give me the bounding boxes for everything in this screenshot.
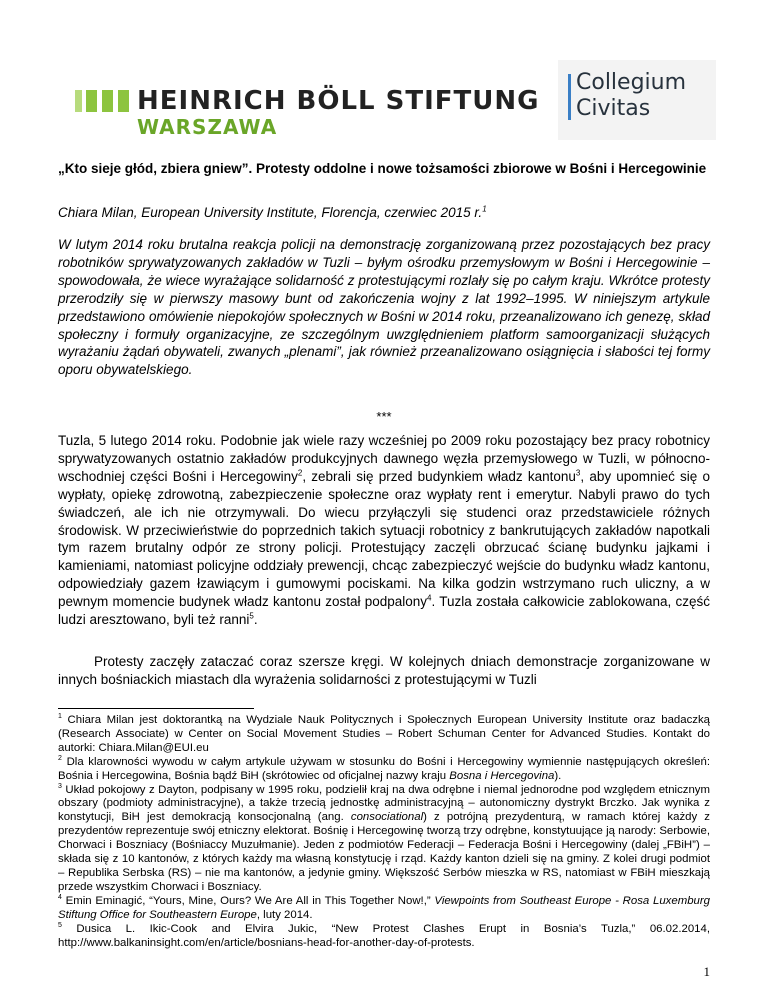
footnote-3-text-a: Układ pokojowy z Dayton, podpisany w 1995 roku, podzielił kraj na dwa odrębne i niemal jednorodne pod względem etnicznym obszary (podmioty administracyjne), a także trzecią jednostkę administracyjną – autonomiczny dystrykt Brczko. Jak wynika z konstytucji, BiH jest demokracją konsocjonalną (ang. [58,783,710,824]
paragraph-1 [58,432,710,629]
footnote-5-text: Dusica L. Ikic-Cook and Elvira Jukic, “New Protest Clashes Erupt in Bosnia’s Tuzla,” 06.02.2014, http://www.balkaninsight.com/en/article/bosnians-head-for-another-day-of-protests. [58,922,710,949]
footnote-5 [58,923,710,951]
footnote-4 [58,895,710,923]
footnote-ref-5: 5 [249,611,254,621]
collegium-line2: Civitas [576,96,651,121]
footnote-divider [58,708,254,709]
footnote-2 [58,756,710,784]
footnote-2-text-b: ). [554,769,562,782]
footnote-5-num: 5 [58,921,62,929]
para1-text-a: Tuzla, 5 lutego 2014 roku. Podobnie jak wiele razy wcześniej po 2009 roku pozostający bez pracy robotnicy sprywatyzowanych ostatnio zakładów produkcyjnych dawnego węzła przemysłowego w Tuzli, w północno-wschodniej części Bośni i Hercegowiny [58,433,710,484]
boell-bars-icon [75,90,129,112]
para1-text-c: , aby upomnieć się o wypłaty, opiekę zdrowotną, zabezpieczenie społeczne oraz wypłaty rent i emerytur. Nabyli prawo do tych świadczeń, ale ich nie otrzymywali. Do wiecu przyłączyli się studenci oraz przedstawiciele różnych środowisk. W przeciwieństwie do poprzednich takich sytuacji robotnicy z bankrutujących zakładów napotkali tym razem brutalny odpór ze strony policji. Protestujący zaczęli obrzucać ścianę budynku jajkami i kamieniami, natomiast policyjne oddziały prewencji, chcąc zabezpieczyć wejście do budynku władz kantonu, odpowiedziały gazem łzawiącym i gumowymi pociskami. Na kilka godzin wstrzymano ruch uliczny, a w pewnym momencie budynek władz kantonu został podpalony [58,468,710,610]
collegium-bar-icon [568,74,571,120]
document-title: „Kto sieje głód, zbiera gniew”. Protesty oddolne i nowe tożsamości zbiorowe w Bośni i Hercegowinie [58,161,707,176]
footnote-4-text-a: Emin Eminagić, “Yours, Mine, Ours? We Are All in This Together Now!,” [61,894,435,907]
collegium-line1: Collegium [576,70,687,95]
footnote-4-num: 4 [58,893,62,901]
para1-text-d: . Tuzla została całkowicie zablokowana, część ludzi aresztowano, byli też ranni [58,594,710,628]
footnote-1-num: 1 [58,713,62,721]
abstract: W lutym 2014 roku brutalna reakcja policji na demonstrację zorganizowaną przez pozostających bez pracy robotników sprywatyzowanych zakładów w Tuzli – byłym ośrodku przemysłowym w Bośni i Hercegowinie – spowodowała, że wiece wyrażające solidarność z protestującymi rozlały się po całym kraju. Wkrótce protesty przerodziły się w pierwszy masowy bunt od zakończenia wojny z lat 1992–1995. W niniejszym artykule przedstawiono omówienie niepokojów społecznych w Bośni w 2014 roku, przeanalizowano ich genezę, skład społeczny i formuły organizacyjne, ze szczególnym uwzględnieniem platform samoorganizacji służących wyrażaniu żądań obywateli, zwanych „plenami”, jak również przeanalizowano osiągnięcia i słabości tej formy oporu obywatelskiego. [58,237,710,378]
footnote-ref-3: 3 [575,468,581,478]
para1-text-b: , zebrali się przed budynkiem władz kantonu [302,468,576,484]
footnote-2-num: 2 [58,754,62,762]
footnote-4-text-b: , luty 2014. [256,908,313,921]
footnote-2-italic: Bosna i Hercegovina [449,769,555,782]
footnotes [58,714,710,950]
footnote-3-num: 3 [58,782,62,790]
footnote-ref-2: 2 [297,468,303,478]
section-separator: *** [376,409,392,424]
footnote-3-text-b: ) z potrójną prezydenturą, w ramach której każdy z prezydentów reprezentuje swój etniczny elektorat. Bośnię i Hercegowinę tworzą trzy odrębne, konstytuujące ją narody: Serbowie, Chorwaci i Boszniacy (Bośniaccy Muzułmanie). Jeden z podmiotów Federacji – Federacja Bośni i Hercegowiny (dalej „FBiH”) – składa się z 10 kantonów, z których każdy ma własną konstytucję i rząd. Każdy kanton dzieli się na gminy. Z kolei drugi podmiot – Republika Serbska (RS) – nie ma kantonów, a jedynie gminy. Większość Serbów mieszka w RS, natomiast w FBiH mieszkają przede wszystkim Chorwaci i Boszniacy. [58,811,710,893]
page-number: 1 [703,964,710,979]
footnote-ref-4: 4 [427,593,432,603]
footnote-ref-1: 1 [482,204,487,214]
para1-text-e: . [253,612,258,628]
footnote-3 [58,784,710,895]
footnote-3-italic: consociational [350,811,424,824]
footnote-1-text: Chiara Milan jest doktorantką na Wydziale Nauk Politycznych i Społecznych European University Institute oraz badaczką (Research Associate) w Center on Social Movement Studies – Robert Schuman Center for Advanced Studies. Kontakt do autorki: Chiara.Milan@EUI.eu [58,714,710,754]
footnote-4-italic: Viewpoints from Southeast Europe - Rosa Luxemburg Stiftung Office for Southeastern Europe [58,894,711,921]
author-text: Chiara Milan, European University Institute, Florencja, czerwiec 2015 r. [58,205,483,220]
footnote-2-text-a: Dla klarowności wywodu w całym artykule używam w stosunku do Bośni i Hercegowiny wymiennie następujących określeń: Bośnia i Hercegowina, Bośnia bądź BiH (skrótowiec od oficjalnej nazwy kraju [58,755,710,782]
paragraph-2: Protesty zaczęły zataczać coraz szersze kręgi. W kolejnych dniach demonstracje zorganizowane w innych bośniackich miastach dla wyrażenia solidarności z protestującymi w Tuzli [58,654,710,687]
collegium-civitas-logo [558,60,716,140]
boell-name: HEINRICH BÖLL STIFTUNG [137,86,540,116]
footnote-1 [58,714,710,756]
boell-city: WARSZAWA [137,115,278,139]
author-line [58,204,710,221]
